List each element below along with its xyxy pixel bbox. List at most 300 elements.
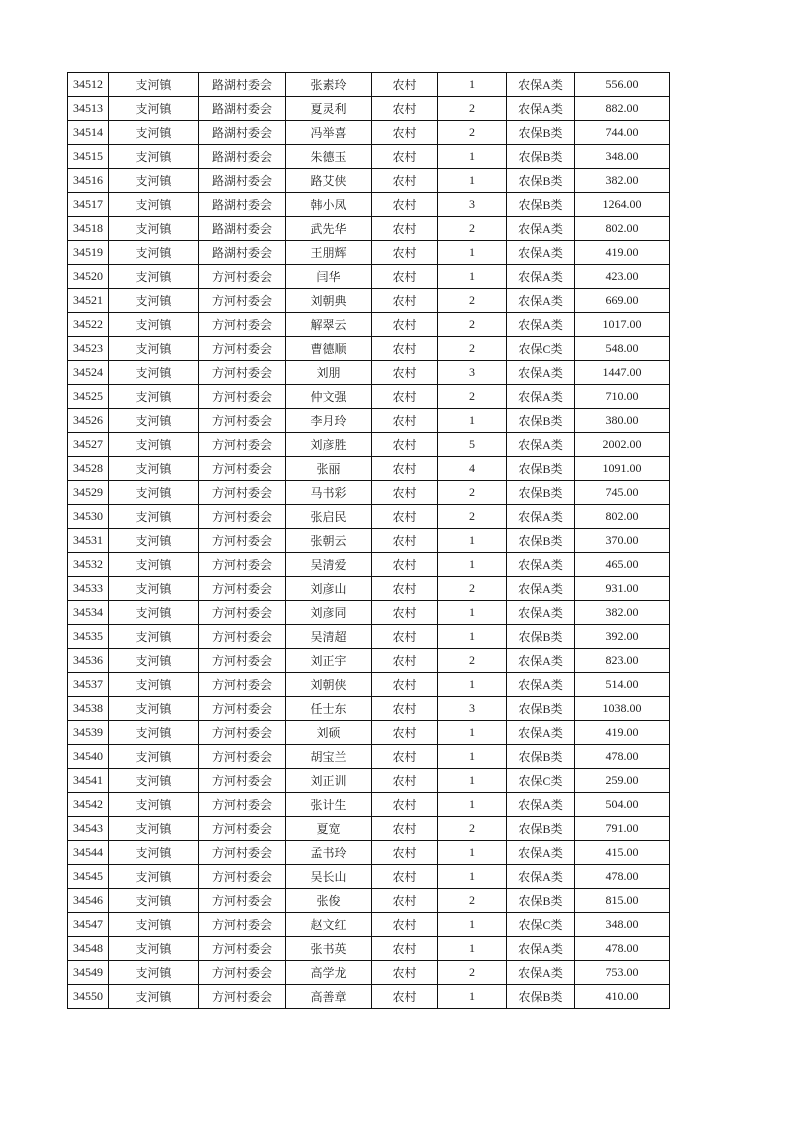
amount-cell: 1017.00 (575, 313, 670, 337)
household-count-cell: 4 (438, 457, 507, 481)
amount-cell: 791.00 (575, 817, 670, 841)
insurance-category-cell: 农保A类 (507, 289, 575, 313)
record-id-cell: 34532 (68, 553, 109, 577)
amount-cell: 815.00 (575, 889, 670, 913)
household-count-cell: 1 (438, 145, 507, 169)
household-count-cell: 2 (438, 97, 507, 121)
town-cell: 支河镇 (109, 265, 199, 289)
household-count-cell: 2 (438, 505, 507, 529)
area-type-cell: 农村 (372, 313, 438, 337)
table-row (68, 697, 670, 721)
household-count-cell: 2 (438, 337, 507, 361)
household-count-cell: 1 (438, 913, 507, 937)
table-row (68, 913, 670, 937)
person-name-cell: 张计生 (286, 793, 372, 817)
person-name-cell: 路艾侠 (286, 169, 372, 193)
household-count-cell: 1 (438, 745, 507, 769)
record-id-cell: 34527 (68, 433, 109, 457)
village-committee-cell: 方河村委会 (199, 745, 286, 769)
town-cell: 支河镇 (109, 817, 199, 841)
insurance-category-cell: 农保A类 (507, 649, 575, 673)
insurance-category-cell: 农保B类 (507, 625, 575, 649)
village-committee-cell: 方河村委会 (199, 721, 286, 745)
amount-cell: 1091.00 (575, 457, 670, 481)
town-cell: 支河镇 (109, 217, 199, 241)
household-count-cell: 1 (438, 601, 507, 625)
person-name-cell: 刘正宇 (286, 649, 372, 673)
table-row (68, 169, 670, 193)
town-cell: 支河镇 (109, 169, 199, 193)
insurance-category-cell: 农保B类 (507, 745, 575, 769)
insurance-category-cell: 农保B类 (507, 889, 575, 913)
area-type-cell: 农村 (372, 889, 438, 913)
insurance-category-cell: 农保B类 (507, 481, 575, 505)
household-count-cell: 1 (438, 73, 507, 97)
village-committee-cell: 方河村委会 (199, 481, 286, 505)
area-type-cell: 农村 (372, 505, 438, 529)
insurance-category-cell: 农保C类 (507, 337, 575, 361)
amount-cell: 382.00 (575, 169, 670, 193)
record-id-cell: 34528 (68, 457, 109, 481)
person-name-cell: 吴长山 (286, 865, 372, 889)
town-cell: 支河镇 (109, 649, 199, 673)
table-row (68, 457, 670, 481)
village-committee-cell: 路湖村委会 (199, 73, 286, 97)
insurance-category-cell: 农保B类 (507, 193, 575, 217)
village-committee-cell: 方河村委会 (199, 265, 286, 289)
table-row (68, 793, 670, 817)
village-committee-cell: 路湖村委会 (199, 169, 286, 193)
person-name-cell: 刘彦山 (286, 577, 372, 601)
person-name-cell: 吴清爱 (286, 553, 372, 577)
insurance-category-cell: 农保A类 (507, 97, 575, 121)
household-count-cell: 1 (438, 769, 507, 793)
table-row (68, 481, 670, 505)
amount-cell: 478.00 (575, 937, 670, 961)
town-cell: 支河镇 (109, 73, 199, 97)
record-id-cell: 34548 (68, 937, 109, 961)
record-id-cell: 34512 (68, 73, 109, 97)
record-id-cell: 34516 (68, 169, 109, 193)
area-type-cell: 农村 (372, 265, 438, 289)
household-count-cell: 1 (438, 985, 507, 1009)
household-count-cell: 1 (438, 793, 507, 817)
table-row (68, 865, 670, 889)
village-committee-cell: 方河村委会 (199, 649, 286, 673)
town-cell: 支河镇 (109, 937, 199, 961)
area-type-cell: 农村 (372, 337, 438, 361)
amount-cell: 410.00 (575, 985, 670, 1009)
town-cell: 支河镇 (109, 385, 199, 409)
area-type-cell: 农村 (372, 289, 438, 313)
amount-cell: 478.00 (575, 745, 670, 769)
area-type-cell: 农村 (372, 817, 438, 841)
person-name-cell: 刘正训 (286, 769, 372, 793)
table-row (68, 601, 670, 625)
amount-cell: 1447.00 (575, 361, 670, 385)
insurance-category-cell: 农保C类 (507, 769, 575, 793)
insurance-category-cell: 农保A类 (507, 577, 575, 601)
household-count-cell: 1 (438, 553, 507, 577)
town-cell: 支河镇 (109, 721, 199, 745)
household-count-cell: 1 (438, 241, 507, 265)
table-row (68, 73, 670, 97)
town-cell: 支河镇 (109, 481, 199, 505)
village-committee-cell: 方河村委会 (199, 601, 286, 625)
town-cell: 支河镇 (109, 889, 199, 913)
amount-cell: 415.00 (575, 841, 670, 865)
amount-cell: 1264.00 (575, 193, 670, 217)
person-name-cell: 张启民 (286, 505, 372, 529)
town-cell: 支河镇 (109, 289, 199, 313)
insurance-category-cell: 农保A类 (507, 961, 575, 985)
household-count-cell: 2 (438, 217, 507, 241)
insurance-category-cell: 农保A类 (507, 865, 575, 889)
insurance-category-cell: 农保B类 (507, 409, 575, 433)
table-row (68, 361, 670, 385)
amount-cell: 382.00 (575, 601, 670, 625)
amount-cell: 745.00 (575, 481, 670, 505)
town-cell: 支河镇 (109, 529, 199, 553)
record-id-cell: 34549 (68, 961, 109, 985)
person-name-cell: 刘朝典 (286, 289, 372, 313)
record-id-cell: 34520 (68, 265, 109, 289)
person-name-cell: 刘硕 (286, 721, 372, 745)
table-row (68, 505, 670, 529)
area-type-cell: 农村 (372, 433, 438, 457)
person-name-cell: 武先华 (286, 217, 372, 241)
town-cell: 支河镇 (109, 97, 199, 121)
table-row (68, 841, 670, 865)
area-type-cell: 农村 (372, 481, 438, 505)
area-type-cell: 农村 (372, 385, 438, 409)
insurance-category-cell: 农保B类 (507, 145, 575, 169)
village-committee-cell: 方河村委会 (199, 697, 286, 721)
town-cell: 支河镇 (109, 865, 199, 889)
person-name-cell: 刘朋 (286, 361, 372, 385)
household-count-cell: 1 (438, 841, 507, 865)
table-row (68, 217, 670, 241)
amount-cell: 744.00 (575, 121, 670, 145)
insurance-category-cell: 农保A类 (507, 361, 575, 385)
amount-cell: 348.00 (575, 145, 670, 169)
household-count-cell: 1 (438, 865, 507, 889)
household-count-cell: 1 (438, 673, 507, 697)
person-name-cell: 曹德顺 (286, 337, 372, 361)
record-id-cell: 34515 (68, 145, 109, 169)
person-name-cell: 夏灵利 (286, 97, 372, 121)
record-id-cell: 34546 (68, 889, 109, 913)
area-type-cell: 农村 (372, 241, 438, 265)
town-cell: 支河镇 (109, 313, 199, 337)
town-cell: 支河镇 (109, 505, 199, 529)
area-type-cell: 农村 (372, 553, 438, 577)
amount-cell: 1038.00 (575, 697, 670, 721)
record-id-cell: 34541 (68, 769, 109, 793)
village-committee-cell: 方河村委会 (199, 793, 286, 817)
amount-cell: 380.00 (575, 409, 670, 433)
insurance-category-cell: 农保A类 (507, 673, 575, 697)
records-table (67, 72, 670, 1009)
area-type-cell: 农村 (372, 793, 438, 817)
village-committee-cell: 方河村委会 (199, 385, 286, 409)
village-committee-cell: 路湖村委会 (199, 121, 286, 145)
insurance-category-cell: 农保B类 (507, 985, 575, 1009)
insurance-category-cell: 农保A类 (507, 265, 575, 289)
table-row (68, 241, 670, 265)
household-count-cell: 1 (438, 265, 507, 289)
area-type-cell: 农村 (372, 97, 438, 121)
person-name-cell: 刘朝侠 (286, 673, 372, 697)
record-id-cell: 34534 (68, 601, 109, 625)
town-cell: 支河镇 (109, 841, 199, 865)
area-type-cell: 农村 (372, 361, 438, 385)
amount-cell: 419.00 (575, 721, 670, 745)
town-cell: 支河镇 (109, 193, 199, 217)
household-count-cell: 5 (438, 433, 507, 457)
person-name-cell: 张朝云 (286, 529, 372, 553)
person-name-cell: 仲文强 (286, 385, 372, 409)
village-committee-cell: 方河村委会 (199, 937, 286, 961)
town-cell: 支河镇 (109, 913, 199, 937)
household-count-cell: 2 (438, 817, 507, 841)
table-row (68, 265, 670, 289)
area-type-cell: 农村 (372, 913, 438, 937)
table-body (68, 73, 670, 1009)
village-committee-cell: 方河村委会 (199, 673, 286, 697)
area-type-cell: 农村 (372, 217, 438, 241)
table-row (68, 97, 670, 121)
village-committee-cell: 方河村委会 (199, 577, 286, 601)
record-id-cell: 34535 (68, 625, 109, 649)
person-name-cell: 赵文红 (286, 913, 372, 937)
amount-cell: 882.00 (575, 97, 670, 121)
table-row (68, 769, 670, 793)
amount-cell: 392.00 (575, 625, 670, 649)
table-row (68, 625, 670, 649)
amount-cell: 419.00 (575, 241, 670, 265)
household-count-cell: 3 (438, 193, 507, 217)
person-name-cell: 胡宝兰 (286, 745, 372, 769)
area-type-cell: 农村 (372, 769, 438, 793)
area-type-cell: 农村 (372, 73, 438, 97)
village-committee-cell: 方河村委会 (199, 433, 286, 457)
area-type-cell: 农村 (372, 145, 438, 169)
village-committee-cell: 方河村委会 (199, 961, 286, 985)
insurance-category-cell: 农保A类 (507, 793, 575, 817)
village-committee-cell: 路湖村委会 (199, 217, 286, 241)
table-row (68, 577, 670, 601)
household-count-cell: 2 (438, 649, 507, 673)
record-id-cell: 34533 (68, 577, 109, 601)
amount-cell: 423.00 (575, 265, 670, 289)
area-type-cell: 农村 (372, 937, 438, 961)
amount-cell: 504.00 (575, 793, 670, 817)
household-count-cell: 2 (438, 577, 507, 601)
insurance-category-cell: 农保A类 (507, 553, 575, 577)
household-count-cell: 1 (438, 409, 507, 433)
record-id-cell: 34545 (68, 865, 109, 889)
area-type-cell: 农村 (372, 409, 438, 433)
amount-cell: 802.00 (575, 217, 670, 241)
person-name-cell: 高善章 (286, 985, 372, 1009)
town-cell: 支河镇 (109, 673, 199, 697)
amount-cell: 465.00 (575, 553, 670, 577)
household-count-cell: 3 (438, 361, 507, 385)
area-type-cell: 农村 (372, 601, 438, 625)
insurance-category-cell: 农保B类 (507, 529, 575, 553)
village-committee-cell: 方河村委会 (199, 409, 286, 433)
table-row (68, 193, 670, 217)
village-committee-cell: 方河村委会 (199, 553, 286, 577)
household-count-cell: 2 (438, 385, 507, 409)
insurance-category-cell: 农保C类 (507, 913, 575, 937)
record-id-cell: 34526 (68, 409, 109, 433)
person-name-cell: 朱德玉 (286, 145, 372, 169)
person-name-cell: 吴清超 (286, 625, 372, 649)
table-row (68, 529, 670, 553)
amount-cell: 514.00 (575, 673, 670, 697)
insurance-category-cell: 农保A类 (507, 313, 575, 337)
insurance-category-cell: 农保B类 (507, 169, 575, 193)
table-row (68, 145, 670, 169)
household-count-cell: 1 (438, 169, 507, 193)
record-id-cell: 34523 (68, 337, 109, 361)
record-id-cell: 34542 (68, 793, 109, 817)
person-name-cell: 张丽 (286, 457, 372, 481)
town-cell: 支河镇 (109, 337, 199, 361)
amount-cell: 2002.00 (575, 433, 670, 457)
area-type-cell: 农村 (372, 169, 438, 193)
record-id-cell: 34547 (68, 913, 109, 937)
village-committee-cell: 方河村委会 (199, 817, 286, 841)
amount-cell: 348.00 (575, 913, 670, 937)
town-cell: 支河镇 (109, 745, 199, 769)
area-type-cell: 农村 (372, 865, 438, 889)
household-count-cell: 1 (438, 721, 507, 745)
town-cell: 支河镇 (109, 553, 199, 577)
town-cell: 支河镇 (109, 577, 199, 601)
town-cell: 支河镇 (109, 457, 199, 481)
village-committee-cell: 方河村委会 (199, 457, 286, 481)
record-id-cell: 34529 (68, 481, 109, 505)
record-id-cell: 34538 (68, 697, 109, 721)
village-committee-cell: 方河村委会 (199, 313, 286, 337)
table-row (68, 889, 670, 913)
village-committee-cell: 方河村委会 (199, 529, 286, 553)
village-committee-cell: 方河村委会 (199, 769, 286, 793)
amount-cell: 478.00 (575, 865, 670, 889)
village-committee-cell: 方河村委会 (199, 985, 286, 1009)
area-type-cell: 农村 (372, 649, 438, 673)
town-cell: 支河镇 (109, 145, 199, 169)
town-cell: 支河镇 (109, 961, 199, 985)
record-id-cell: 34530 (68, 505, 109, 529)
amount-cell: 259.00 (575, 769, 670, 793)
insurance-category-cell: 农保A类 (507, 73, 575, 97)
insurance-category-cell: 农保A类 (507, 937, 575, 961)
town-cell: 支河镇 (109, 625, 199, 649)
table-row (68, 937, 670, 961)
area-type-cell: 农村 (372, 121, 438, 145)
record-id-cell: 34539 (68, 721, 109, 745)
town-cell: 支河镇 (109, 409, 199, 433)
insurance-category-cell: 农保B类 (507, 817, 575, 841)
household-count-cell: 1 (438, 625, 507, 649)
insurance-category-cell: 农保A类 (507, 505, 575, 529)
person-name-cell: 闫华 (286, 265, 372, 289)
village-committee-cell: 路湖村委会 (199, 193, 286, 217)
area-type-cell: 农村 (372, 577, 438, 601)
town-cell: 支河镇 (109, 697, 199, 721)
record-id-cell: 34543 (68, 817, 109, 841)
person-name-cell: 刘彦同 (286, 601, 372, 625)
table-row (68, 985, 670, 1009)
table-row (68, 121, 670, 145)
record-id-cell: 34525 (68, 385, 109, 409)
person-name-cell: 任士东 (286, 697, 372, 721)
village-committee-cell: 路湖村委会 (199, 97, 286, 121)
person-name-cell: 夏宽 (286, 817, 372, 841)
amount-cell: 556.00 (575, 73, 670, 97)
village-committee-cell: 方河村委会 (199, 361, 286, 385)
person-name-cell: 高学龙 (286, 961, 372, 985)
person-name-cell: 王朋辉 (286, 241, 372, 265)
town-cell: 支河镇 (109, 433, 199, 457)
amount-cell: 548.00 (575, 337, 670, 361)
record-id-cell: 34537 (68, 673, 109, 697)
table-row (68, 313, 670, 337)
insurance-category-cell: 农保A类 (507, 385, 575, 409)
person-name-cell: 张素玲 (286, 73, 372, 97)
household-count-cell: 2 (438, 961, 507, 985)
village-committee-cell: 方河村委会 (199, 841, 286, 865)
amount-cell: 370.00 (575, 529, 670, 553)
table-row (68, 961, 670, 985)
area-type-cell: 农村 (372, 721, 438, 745)
town-cell: 支河镇 (109, 361, 199, 385)
person-name-cell: 张书英 (286, 937, 372, 961)
household-count-cell: 3 (438, 697, 507, 721)
person-name-cell: 韩小凤 (286, 193, 372, 217)
village-committee-cell: 方河村委会 (199, 865, 286, 889)
table-row (68, 289, 670, 313)
amount-cell: 931.00 (575, 577, 670, 601)
household-count-cell: 2 (438, 121, 507, 145)
village-committee-cell: 方河村委会 (199, 889, 286, 913)
household-count-cell: 1 (438, 529, 507, 553)
record-id-cell: 34513 (68, 97, 109, 121)
village-committee-cell: 方河村委会 (199, 913, 286, 937)
insurance-category-cell: 农保B类 (507, 697, 575, 721)
insurance-category-cell: 农保A类 (507, 841, 575, 865)
insurance-category-cell: 农保B类 (507, 121, 575, 145)
amount-cell: 802.00 (575, 505, 670, 529)
area-type-cell: 农村 (372, 985, 438, 1009)
record-id-cell: 34540 (68, 745, 109, 769)
amount-cell: 710.00 (575, 385, 670, 409)
area-type-cell: 农村 (372, 457, 438, 481)
record-id-cell: 34519 (68, 241, 109, 265)
amount-cell: 669.00 (575, 289, 670, 313)
town-cell: 支河镇 (109, 121, 199, 145)
table-row (68, 337, 670, 361)
record-id-cell: 34518 (68, 217, 109, 241)
household-count-cell: 2 (438, 481, 507, 505)
insurance-category-cell: 农保A类 (507, 601, 575, 625)
area-type-cell: 农村 (372, 841, 438, 865)
town-cell: 支河镇 (109, 241, 199, 265)
